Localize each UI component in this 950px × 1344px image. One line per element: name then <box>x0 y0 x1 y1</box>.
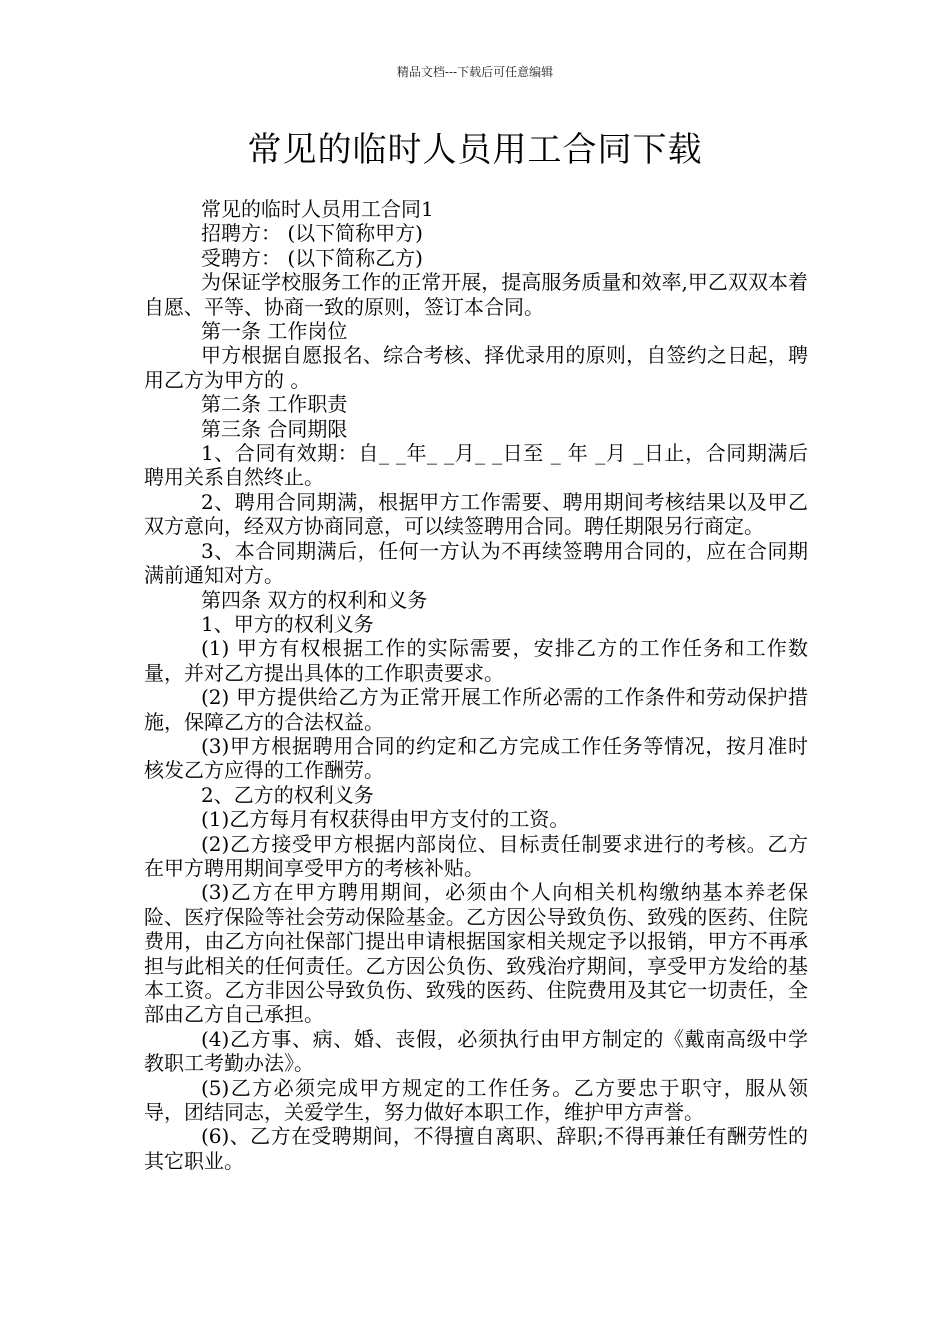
paragraph: (2)乙方接受甲方根据内部岗位、目标责任制要求进行的考核。乙方在甲方聘用期间享受甲方的考核补贴。 <box>144 831 808 880</box>
paragraph: (2) 甲方提供给乙方为正常开展工作所必需的工作条件和劳动保护措施，保障乙方的合法权益。 <box>144 685 808 734</box>
paragraph: (3)甲方根据聘用合同的约定和乙方完成工作任务等情况，按月准时核发乙方应得的工作酬劳。 <box>144 733 808 783</box>
paragraph: 2、聘用合同期满，根据甲方工作需要、聘用期间考核结果以及甲乙双方意向，经双方协商同意，可以续签聘用合同。聘任期限另行商定。 <box>144 489 808 539</box>
paragraph: 1、合同有效期：自_ _年_ _月_ _日至 _ 年 _月 _日止，合同期满后聘用关系自然终止。 <box>144 441 808 490</box>
paragraph: 第四条 双方的权利和义务 <box>201 587 428 612</box>
paragraph: 2、乙方的权利义务 <box>201 782 374 807</box>
document-body <box>144 197 808 1173</box>
paragraph: (1)乙方每月有权获得由甲方支付的工资。 <box>201 807 570 832</box>
paragraph: 受聘方： (以下简称乙方) <box>201 245 423 270</box>
paragraph: (1) 甲方有权根据工作的实际需要，安排乙方的工作任务和工作数量，并对乙方提出具体的工作职责要求。 <box>144 636 808 685</box>
paragraph: (6)、乙方在受聘期间，不得擅自离职、辞职;不得再兼任有酬劳性的其它职业。 <box>144 1124 808 1173</box>
document-title: 常见的临时人员用工合同下载 <box>247 130 703 170</box>
paragraph: 常见的临时人员用工合同1 <box>201 197 434 221</box>
paragraph: 1、甲方的权利义务 <box>201 611 374 636</box>
paragraph: 为保证学校服务工作的正常开展，提高服务质量和效率,甲乙双双本着自愿、平等、协商一致的原则，签订本合同。 <box>144 270 808 319</box>
paragraph: 甲方根据自愿报名、综合考核、择优录用的原则，自签约之日起，聘用乙方为甲方的 。 <box>144 343 808 392</box>
paragraph: (4)乙方事、病、婚、丧假，必须执行由甲方制定的《戴南高级中学教职工考勤办法》。 <box>144 1026 808 1076</box>
paragraph: 第三条 合同期限 <box>201 416 348 441</box>
paragraph: 3、本合同期满后，任何一方认为不再续签聘用合同的，应在合同期满前通知对方。 <box>144 538 808 588</box>
paragraph: 招聘方： (以下简称甲方) <box>201 221 423 246</box>
page-header: 精品文档---下载后可任意编辑 <box>396 65 554 79</box>
paragraph: 第一条 工作岗位 <box>201 319 348 344</box>
paragraph: (5)乙方必须完成甲方规定的工作任务。乙方要忠于职守，服从领导，团结同志，关爱学生，努力做好本职工作，维护甲方声誉。 <box>144 1075 808 1125</box>
paragraph: 第二条 工作职责 <box>201 392 348 417</box>
paragraph: (3)乙方在甲方聘用期间，必须由个人向相关机构缴纳基本养老保险、医疗保险等社会劳动保险基金。乙方因公导致负伤、致残的医药、住院费用，由乙方向社保部门提出申请根据国家相关规定予以报销，甲方不再承担与此相关的任何责任。乙方因公负伤、致残治疗期间，享受甲方发给的基本工资。乙方非因公导致负伤、致残的医药、住院费用及其它一切责任，全部由乙方自己承担。 <box>144 880 808 1027</box>
